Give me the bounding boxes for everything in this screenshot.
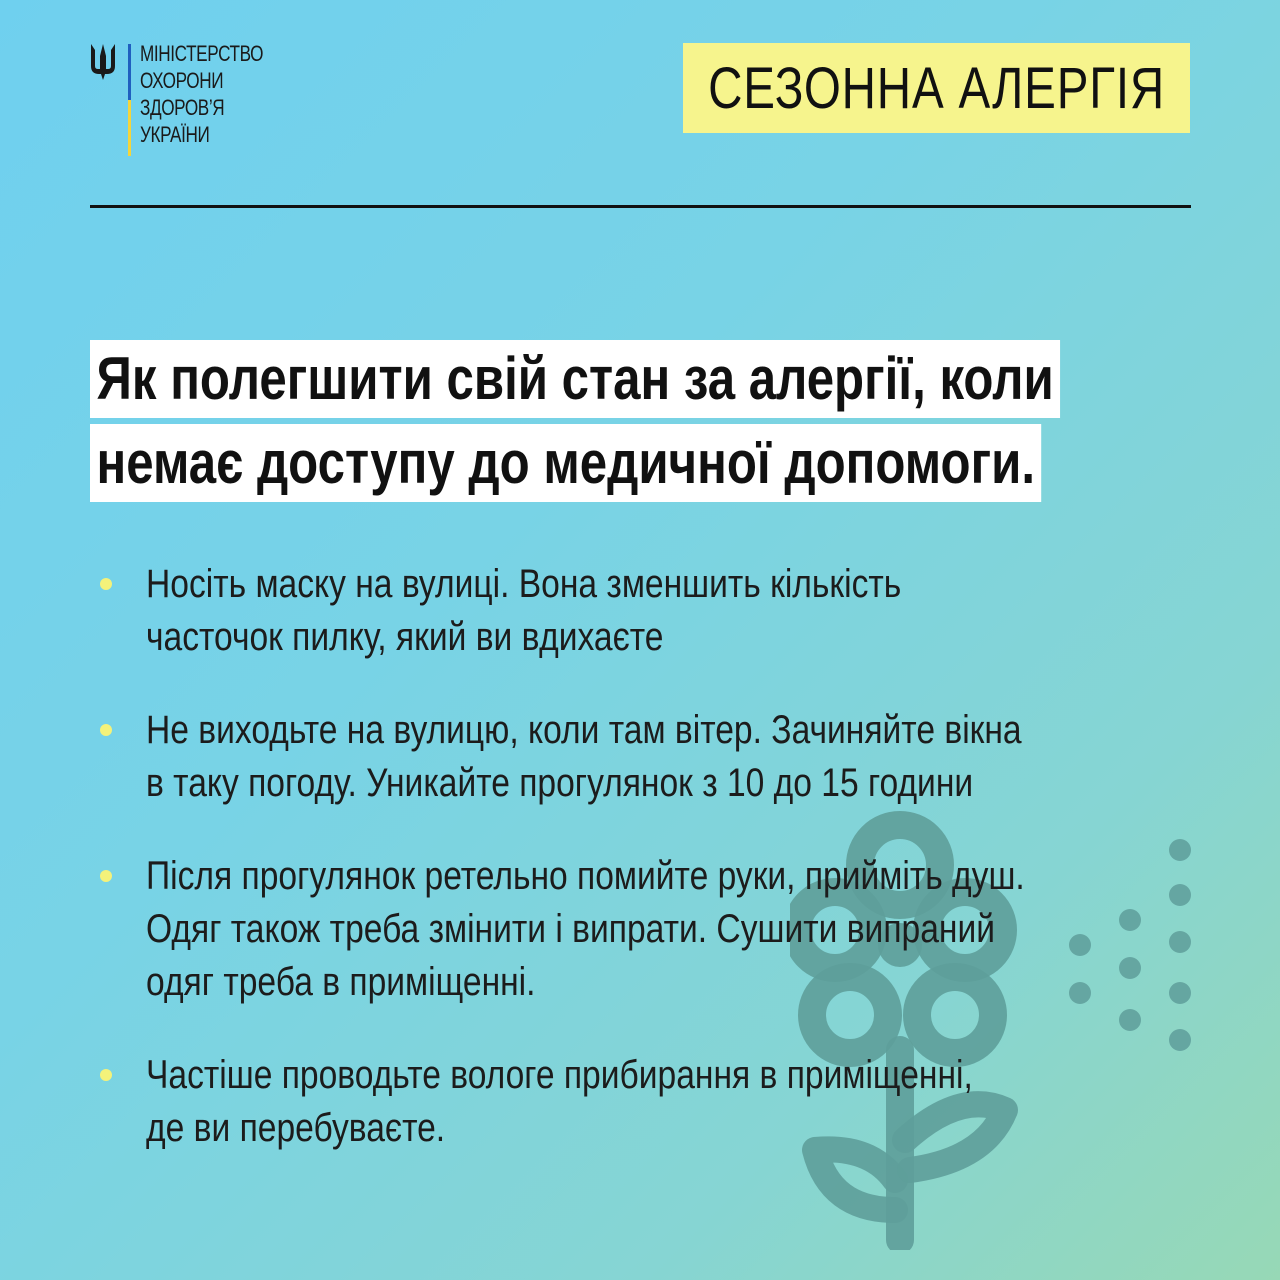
tip-item: [100, 558, 1260, 664]
ministry-name-line: ОХОРОНИ: [140, 68, 224, 93]
ministry-name-line: ЗДОРОВ’Я: [140, 95, 225, 120]
headline-line-1: Як полегшити свій стан за алергії, коли: [90, 340, 1060, 418]
trident-icon: [88, 40, 118, 84]
tip-item: [100, 704, 1260, 810]
ministry-name-line: МІНІСТЕРСТВО: [140, 41, 264, 66]
headline-line-2: немає доступу до медичної допомоги.: [90, 424, 1042, 502]
tip-item: [100, 850, 1260, 1009]
topic-badge: [683, 43, 1190, 133]
topic-label: СЕЗОННА АЛЕРГІЯ: [708, 55, 1165, 121]
ministry-name: [140, 40, 263, 148]
bullet-dot: [100, 870, 112, 882]
logo-flag-bar: [128, 44, 131, 156]
headline: [90, 340, 1210, 508]
tips-list: [100, 558, 1260, 1195]
bullet-dot: [100, 1069, 112, 1081]
tip-item: [100, 1049, 1260, 1155]
ministry-name-line: УКРАЇНИ: [140, 122, 210, 147]
tip-text: Носіть маску на вулиці. Вона зменшить кількість часточок пилку, який ви вдихаєте: [146, 562, 902, 659]
header-divider: [90, 205, 1191, 208]
tip-text: Не виходьте на вулицю, коли там вітер. Зачиняйте вікна в таку погоду. Уникайте прогулянок з 10 до 15 години: [146, 708, 1022, 805]
bullet-dot: [100, 578, 112, 590]
tip-text: Частіше проводьте вологе прибирання в приміщенні, де ви перебуваєте.: [146, 1053, 973, 1150]
tip-text: Після прогулянок ретельно помийте руки, прийміть душ. Одяг також треба змінити і випрати. Сушити випраний одяг треба в приміщенні.: [146, 854, 1025, 1004]
bullet-dot: [100, 724, 112, 736]
